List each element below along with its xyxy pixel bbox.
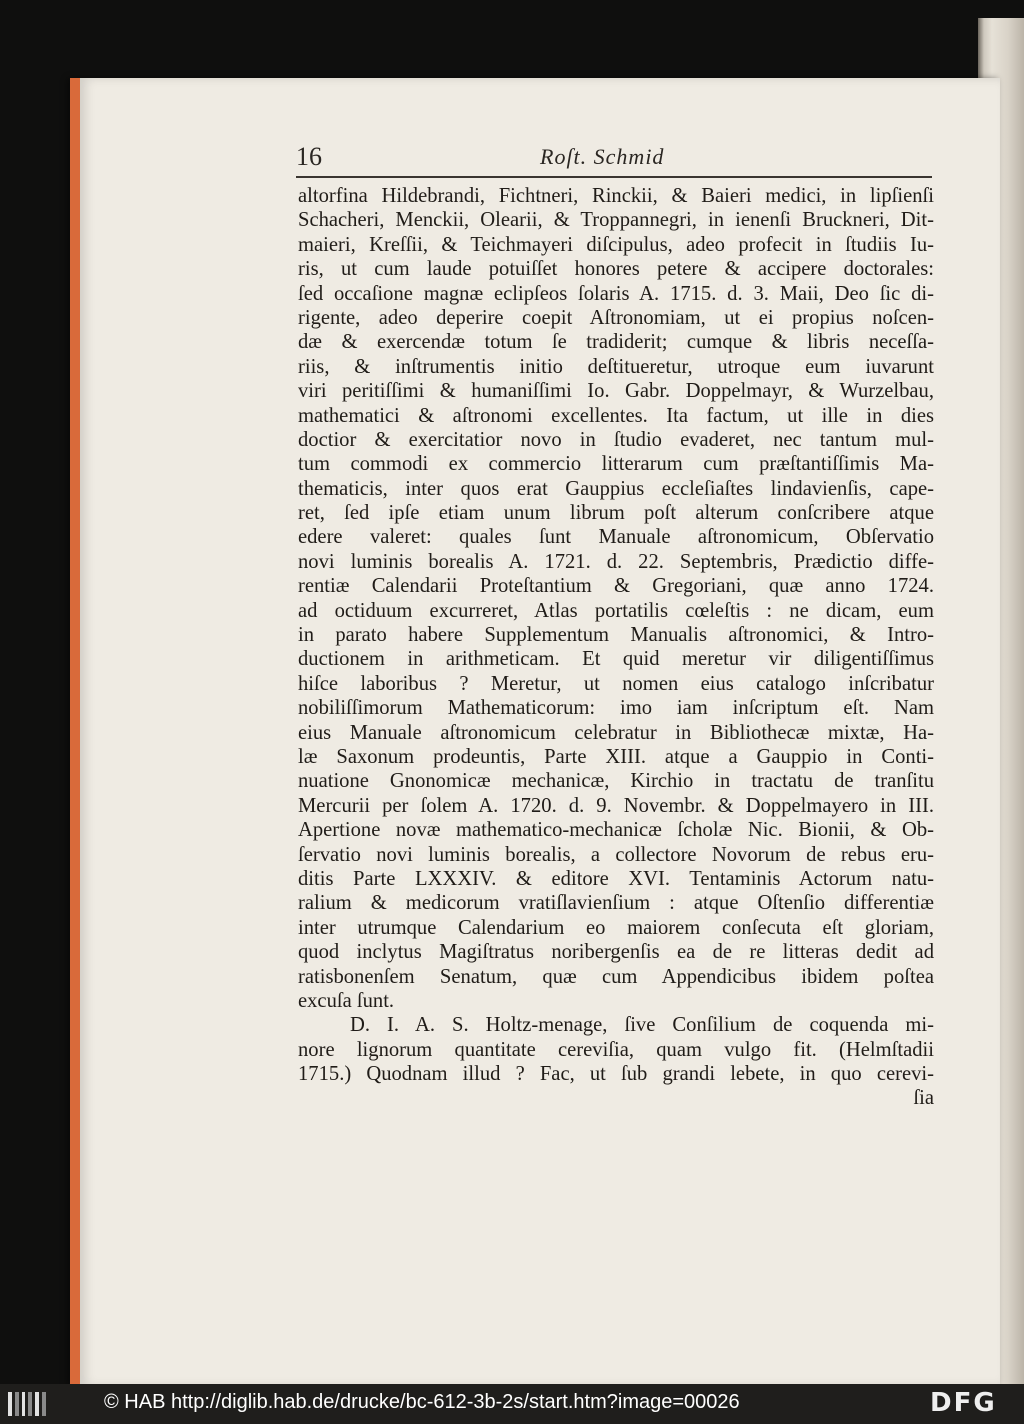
text-line: Schacheri, Menckii, Olearii, & Troppannegri, in ienenſi Bruckneri, Dit- [298,209,934,232]
text-line: thematicis, inter quos erat Gauppius eccleſiaſtes lindavienſis, cape- [298,477,934,500]
text-line: ret, ſed ipſe etiam unum librum poſt alterum conſcribere atque [298,502,934,525]
text-line: rentiæ Calendarii Proteſtantium & Gregoriani, quæ anno 1724. [298,575,934,598]
text-line: viri peritiſſimi & humaniſſimi Io. Gabr. Doppelmayr, & Wurzelbau, [298,380,934,403]
text-line: excuſa ſunt. [298,989,395,1012]
library-logo-icon[interactable] [8,1392,46,1416]
text-line: doctior & exercitatior novo in ſtudio evaderet, nec tantum mul- [298,428,934,451]
dfg-logo[interactable]: DFG [930,1388,997,1418]
text-line: ſervatio novi luminis borealis, a collectore Novorum de rebus eru- [298,843,934,866]
text-line: læ Saxonum prodeuntis, Parte XIII. atque a Gauppio in Conti- [298,745,934,768]
viewer-footer [0,1384,1024,1424]
text-line: nore lignorum quantitate cereviſia, quam vulgo fit. (Helmſtadii [298,1038,934,1061]
text-line: altorfina Hildebrandi, Fichtneri, Rinckii, & Baieri medici, in lipſienſi [298,185,934,207]
text-line: ditis Parte LXXXIV. & editore XVI. Tentaminis Actorum natu- [298,867,934,890]
page-number: 16 [296,142,322,171]
header-rule [296,176,932,178]
text-line: nuatione Gnonomicæ mechanicæ, Kirchio in tractatu de tranſitu [298,770,934,793]
text-line: rigente, adeo deperire coepit Aſtronomiam, ut ei propius noſcen- [298,306,934,329]
text-line: quod inclytus Magiſtratus noribergenſis ea de re litteras dedit ad [298,941,934,964]
text-line: ad octiduum excurreret, Atlas portatilis cœleſtis : ne dicam, eum [298,599,934,622]
text-line: dæ & exercendæ totum ſe tradiderit; cumque & libris neceſſa- [298,331,934,354]
source-url[interactable]: © HAB http://diglib.hab.de/drucke/bc-612-3b-2s/start.htm?image=00026 [104,1391,740,1413]
text-line: ſia [913,1087,934,1110]
text-line: D. I. A. S. Holtz-menage, ſive Conſilium de coquenda mi- [350,1014,934,1037]
text-line: ralium & medicorum vratiſlavienſium : atque Oſtenſio differentiæ [298,892,934,915]
page-header [296,138,932,178]
text-line: Apertione novæ mathematico-mechanicæ ſcholæ Nic. Bionii, & Ob- [298,819,934,842]
text-line: riis, & inſtrumentis initio deſtitueretur, utroque eum iuvarunt [298,355,934,378]
text-line: hiſce laboribus ? Meretur, ut nomen eius catalogo inſcribatur [298,672,934,695]
text-line: tum commodi ex commercio litterarum cum præſtantiſſimis Ma- [298,453,934,476]
text-line: ductionem in arithmeticam. Et quid meretur vir diligentiſſimus [298,648,934,671]
running-head: Roſt. Schmid [540,144,665,169]
text-line: ris, ut cum laude potuiſſet honores petere & accipere doctorales: [298,258,934,281]
text-line: mathematici & aſtronomi excellentes. Ita factum, ut ille in dies [298,404,934,427]
text-line: ratisbonenſem Senatum, quæ cum Appendicibus ibidem poſtea [298,965,934,988]
text-line: nobiliſſimorum Mathematicorum: imo iam inſcriptum eſt. Nam [298,697,934,720]
body-text [298,184,934,1111]
text-line: Mercurii per ſolem A. 1720. d. 9. Novembr. & Doppelmayero in III. [298,794,934,817]
text-line: novi luminis borealis A. 1721. d. 22. Septembris, Prædictio diffe- [298,550,934,573]
text-line: inter utrumque Calendarium eo maiorem conſecuta eſt gloriam, [298,916,934,939]
text-line: eius Manuale aſtronomicum celebratur in Bibliothecæ mixtæ, Ha- [298,721,934,744]
text-line: edere valeret: quales ſunt Manuale aſtronomicum, Obſervatio [298,526,934,549]
text-line: maieri, Kreſſii, & Teichmayeri diſcipulus, adeo profecit in ſtudiis Iu- [298,233,934,256]
text-line: 1715.) Quodnam illud ? Fac, ut ſub grandi lebete, in quo cerevi- [298,1063,934,1086]
text-line: in parato habere Supplementum Manualis aſtronomici, & Intro- [298,624,934,647]
text-line: ſed occaſione magnæ eclipſeos ſolaris A. 1715. d. 3. Maii, Deo ſic di- [298,282,934,305]
